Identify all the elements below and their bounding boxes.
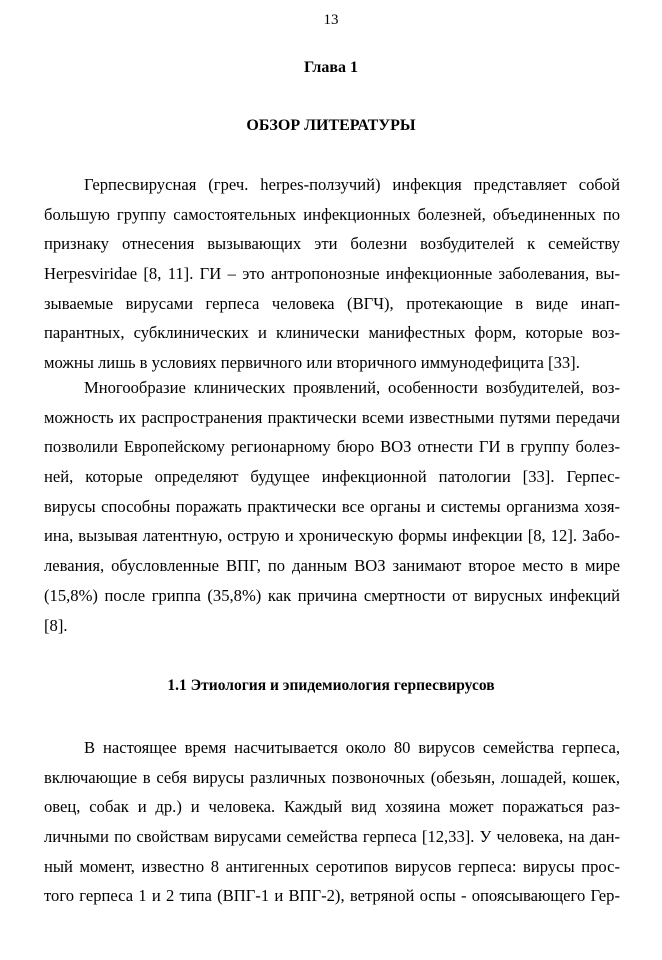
paragraph-line: признаку отнесения вызывающих эти болезни возбудителей к семейству (44, 234, 620, 254)
section-title: ОБЗОР ЛИТЕРАТУРЫ (246, 117, 416, 134)
paragraph-line: можны лишь в условиях первичного или вторичного иммунодефицита [33]. (44, 353, 580, 373)
paragraph-line: позволили Европейскому регионарному бюро ВОЗ отнести ГИ в группу болез- (44, 437, 620, 457)
paragraph-3 (44, 733, 620, 911)
paragraph-1 (44, 170, 620, 378)
paragraph-line: Herpesviridae [8, 11]. ГИ – это антропонозные инфекционные заболевания, вы- (44, 264, 620, 284)
chapter-heading: Глава 1 (304, 59, 358, 76)
paragraph-line: личными по свойствам вирусами семейства герпеса [12,33]. У человека, на дан- (44, 827, 620, 847)
paragraph-2 (44, 373, 620, 640)
paragraph-line: Многообразие клинических проявлений, особенности возбудителей, воз- (84, 378, 620, 397)
paragraph-line: парантных, субклинических и клинически манифестных форм, которые воз- (44, 323, 620, 343)
paragraph-line: левания, обусловленные ВПГ, по данным ВОЗ занимают второе место в мире (44, 556, 620, 576)
paragraph-line: большую группу самостоятельных инфекционных болезней, объединенных по (44, 204, 620, 224)
paragraph-line: включающие в себя вирусы различных позвоночных (обезьян, лошадей, кошек, (44, 767, 620, 787)
paragraph-line: ина, вызывая латентную, острую и хроническую формы инфекции [8, 12]. Забо- (44, 526, 620, 546)
paragraph-line: (15,8%) после гриппа (35,8%) как причина смертности от вирусных инфекций (44, 585, 620, 605)
subsection-title: 1.1 Этиология и эпидемиология герпесвирусов (167, 677, 495, 694)
paragraph-line: ней, которые определяют будущее инфекционной патологии [33]. Герпес- (44, 467, 620, 487)
paragraph-line: зываемые вирусами герпеса человека (ВГЧ), протекающие в виде инап- (44, 293, 620, 313)
paragraph-line: Герпесвирусная (греч. herpes-ползучий) инфекция представляет собой (84, 175, 620, 194)
paragraph-line: [8]. (44, 615, 68, 635)
paragraph-line: овец, собак и др.) и человека. Каждый вид хозяина может поражаться раз- (44, 797, 620, 817)
paragraph-line: ный момент, известно 8 антигенных серотипов вирусов герпеса: вирусы прос- (44, 856, 620, 876)
paragraph-line: можность их распространения практически всеми известными путями передачи (44, 407, 620, 427)
paragraph-line: того герпеса 1 и 2 типа (ВПГ-1 и ВПГ-2), ветряной оспы - опоясывающего Гер- (44, 886, 620, 906)
page-number: 13 (323, 12, 339, 28)
paragraph-line: вирусы способны поражать практически все органы и системы организма хозя- (44, 496, 620, 516)
paragraph-line: В настоящее время насчитывается около 80 вирусов семейства герпеса, (84, 738, 620, 757)
